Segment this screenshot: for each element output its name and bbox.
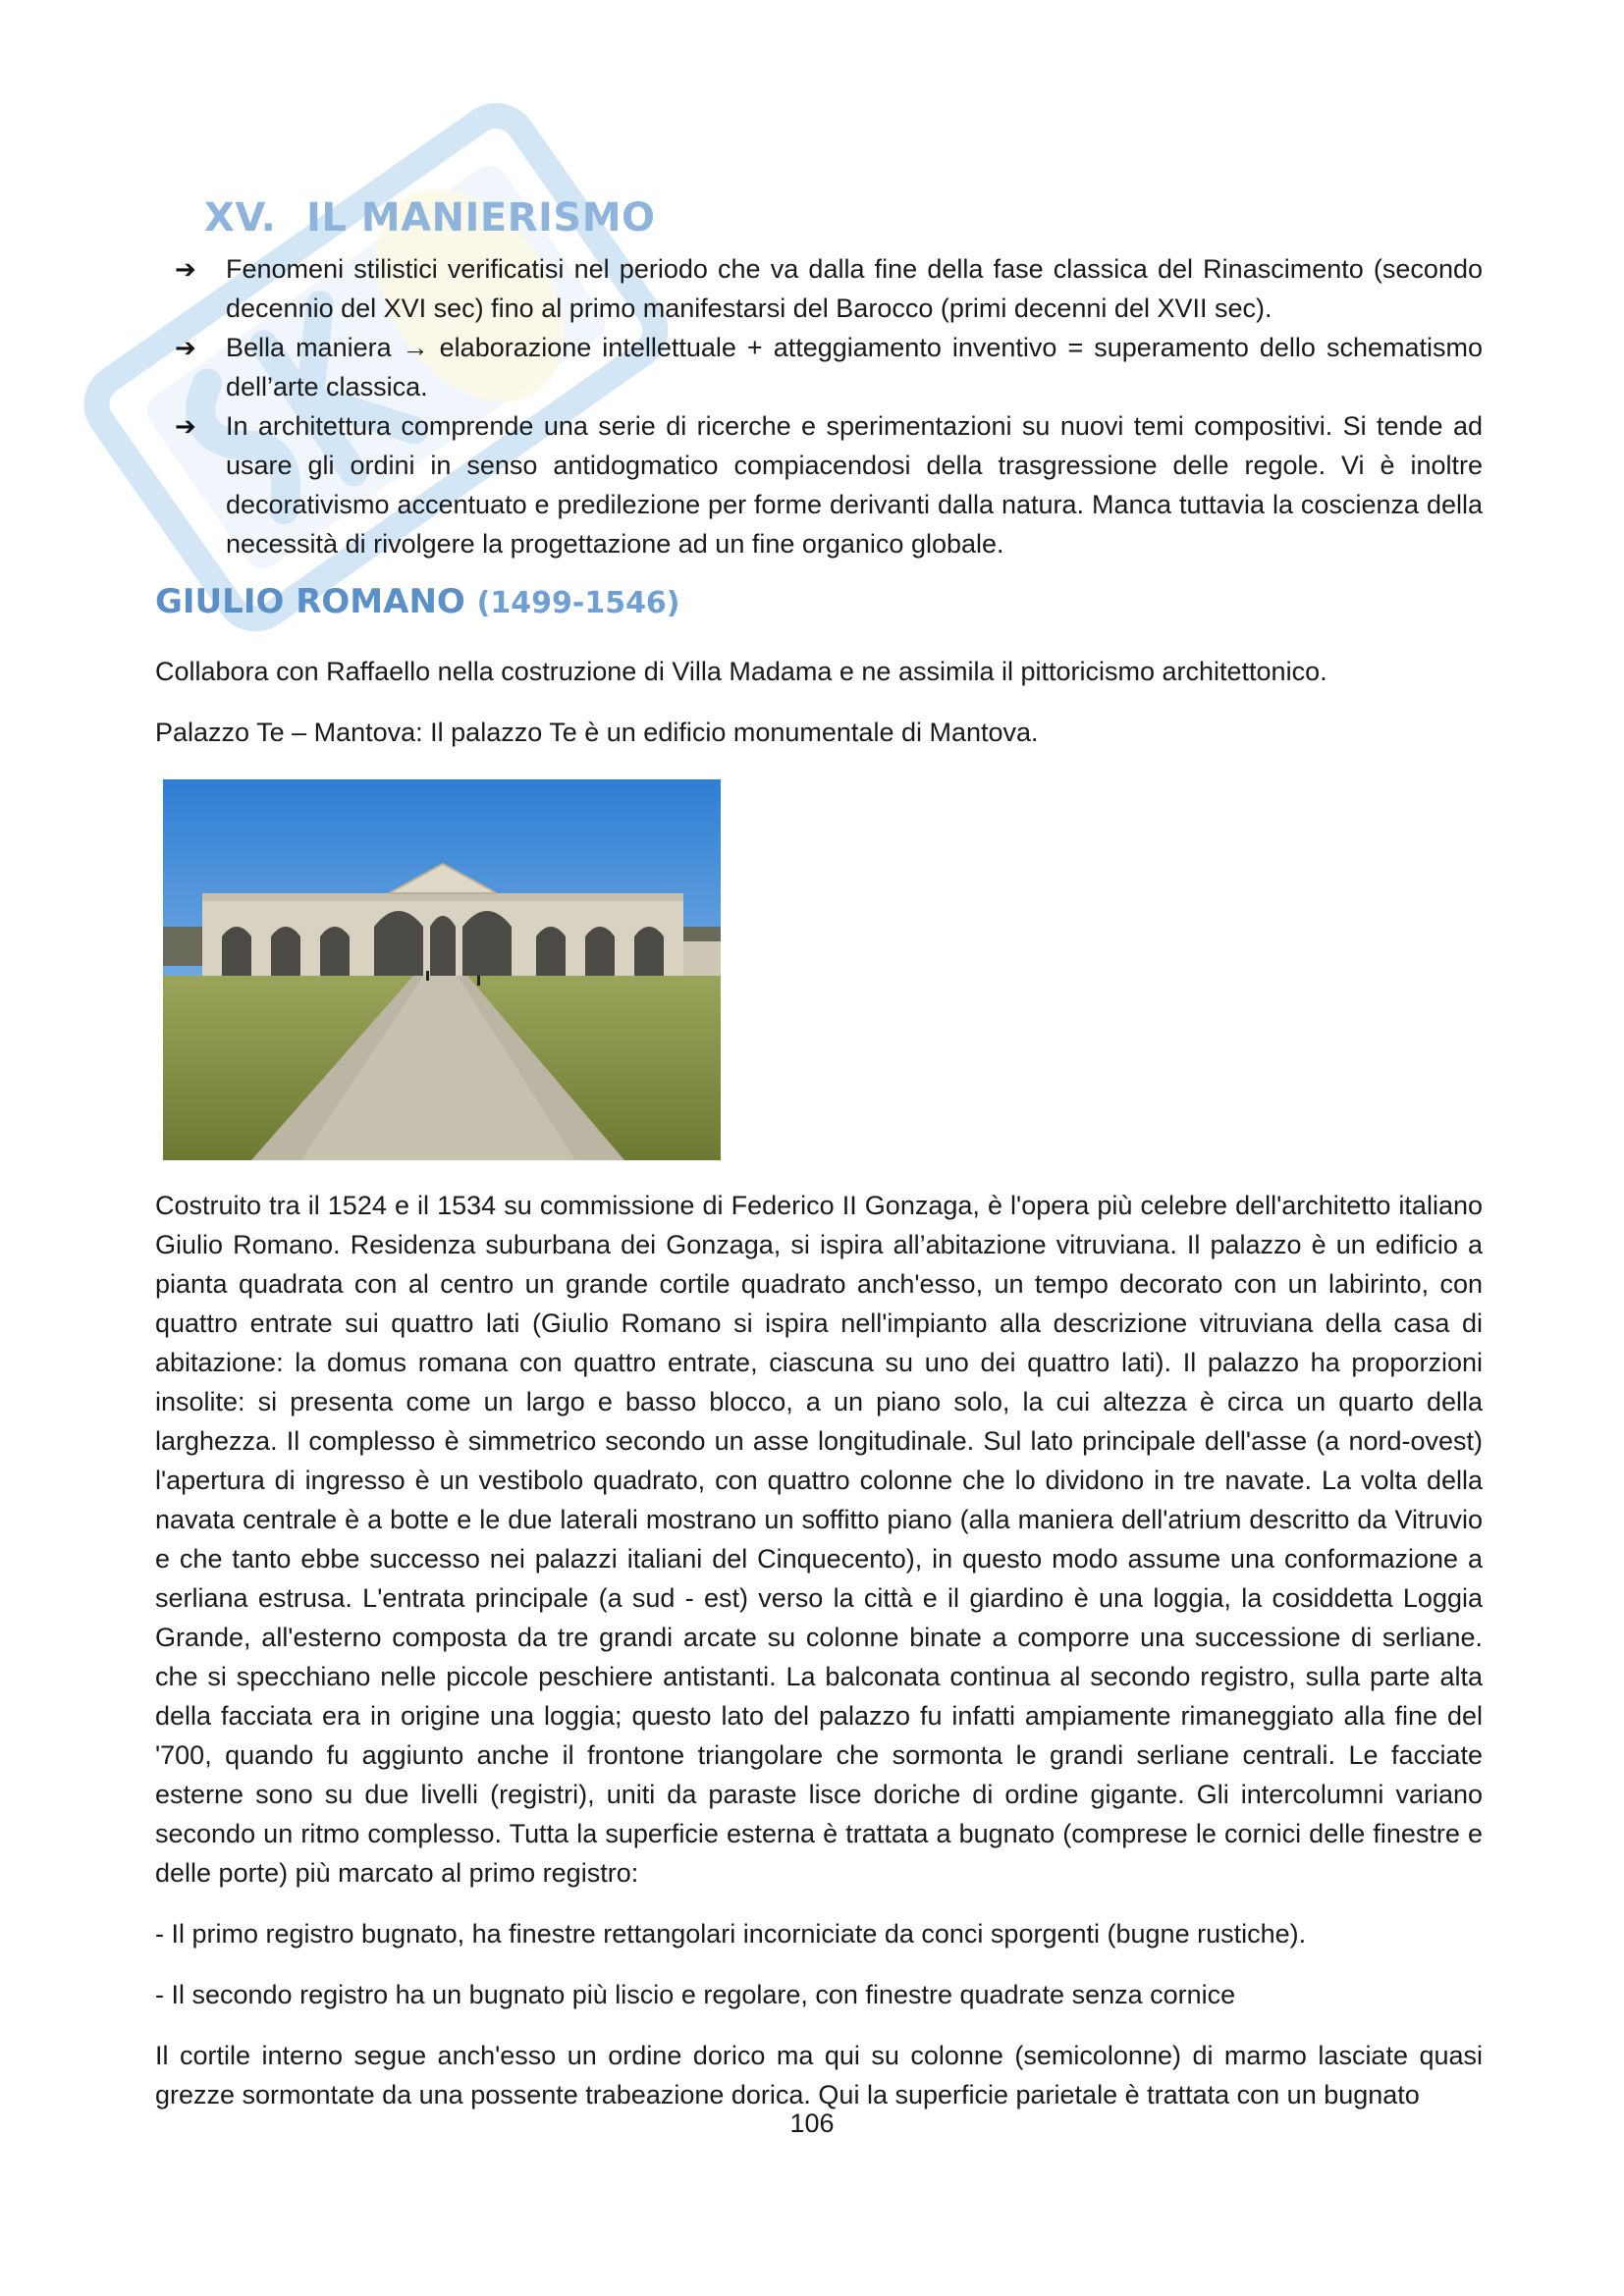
list-item: - Il secondo registro ha un bugnato più liscio e regolare, con finestre quadrate senza cornice <box>155 1980 1236 2010</box>
bullet-text: Bella maniera → elaborazione intellettuale + atteggiamento inventivo = superamento dello schematismo dell’arte classica. <box>226 333 1483 401</box>
bullet-item <box>155 328 1483 406</box>
section-dates: (1499-1546) <box>476 586 680 620</box>
intro-paragraph: Collabora con Raffaello nella costruzione di Villa Madama e ne assimila il pittoricismo architettonico. <box>155 657 1327 687</box>
list-item: - Il primo registro bugnato, ha finestre rettangolari incorniciate da conci sporgenti (bugne rustiche). <box>155 1919 1307 1949</box>
closing-paragraph: Il cortile interno segue anch'esso un ordine dorico ma qui su colonne (semicolonne) di marmo lasciate quasi grezze sormontate da una possente trabeazione dorica. Qui la superficie parietale è trattata con un bugnato <box>155 2041 1483 2110</box>
section-title: GIULIO ROMANO <box>155 582 465 621</box>
bullet-item <box>155 249 1483 328</box>
page-number: 106 <box>789 2109 835 2138</box>
description-paragraph: Costruito tra il 1524 e il 1534 su commissione di Federico II Gonzaga, è l'opera più celebre dell'architetto italiano Giulio Romano. Residenza suburbana dei Gonzaga, si ispira all’abitazione vitruviana. Il palazzo è un edificio a pianta quadrata con al centro un grande cortile quadrato anch'esso, un tempo decorato con un labirinto, con quattro entrate sui quattro lati (Giulio Romano si ispira nell'impianto alla descrizione vitruviana della casa di abitazione: la domus romana con quattro entrate, ciascuna su uno dei quattro lati). Il palazzo ha proporzioni insolite: si presenta come un largo e basso blocco, a un piano solo, la cui altezza è circa un quarto della larghezza. Il complesso è simmetrico secondo un asse longitudinale. Sul lato principale dell'asse (a nord-ovest) l'apertura di ingresso è un vestibolo quadrato, con quattro colonne che lo dividono in tre navate. La volta della navata centrale è a botte e le due laterali mostrano un soffitto piano (alla maniera dell'atrium descritto da Vitruvio e che tanto ebbe successo nei palazzi italiani del Cinquecento), in questo modo assume una conformazione a serliana estrusa. L'entrata principale (a sud - est) verso la città e il giardino è una loggia, la cosiddetta Loggia Grande, all'esterno composta da tre grandi arcate su colonne binate a comporre una successione di serliane. che si specchiano nelle piccole peschiere antistanti. La balconata continua al secondo registro, sulla parte alta della facciata era in origine una loggia; questo lato del palazzo fu infatti ampiamente rimaneggiato alla fine del '700, quando fu aggiunto anche il frontone triangolare che sormonta le grandi serliane centrali. Le facciate esterne sono su due livelli (registri), uniti da paraste lisce doriche di ordine gigante. Gli intercolumni variano secondo un ritmo complesso. Tutta la superficie esterna è trattata a bugnato (comprese le cornici delle finestre e delle porte) più marcato al primo registro: <box>155 1191 1483 1889</box>
palazzo-caption: Palazzo Te – Mantova: Il palazzo Te è un edificio monumentale di Mantova. <box>155 718 1039 748</box>
section-heading <box>155 579 1483 624</box>
chapter-title: IL MANIERISMO <box>306 195 656 240</box>
palazzo-te-photo <box>163 779 721 1160</box>
intro-bullet-list <box>155 249 1483 563</box>
bullet-item <box>155 406 1483 563</box>
arrow-bullet-icon: ➔ <box>175 333 196 362</box>
arrow-bullet-icon: ➔ <box>175 254 196 284</box>
bullet-text: In architettura comprende una serie di ricerche e sperimentazioni su nuovi temi compositivi. Si tende ad usare gli ordini in senso antidogmatico compiacendosi della trasgressione delle regole. Vi è inoltre decorativismo accentuato e predilezione per forme derivanti dalla natura. Manca tuttavia la coscienza della necessità di rivolgere la progettazione ad un fine organico globale. <box>226 411 1483 559</box>
arrow-bullet-icon: ➔ <box>175 411 196 441</box>
chapter-number: XV. <box>204 195 277 240</box>
page-content <box>155 192 1483 2114</box>
chapter-heading <box>204 192 1483 243</box>
bullet-text: Fenomeni stilistici verificatisi nel periodo che va dalla fine della fase classica del Rinascimento (secondo decennio del XVI sec) fino al primo manifestarsi del Barocco (primi decenni del XVII sec). <box>226 254 1483 323</box>
